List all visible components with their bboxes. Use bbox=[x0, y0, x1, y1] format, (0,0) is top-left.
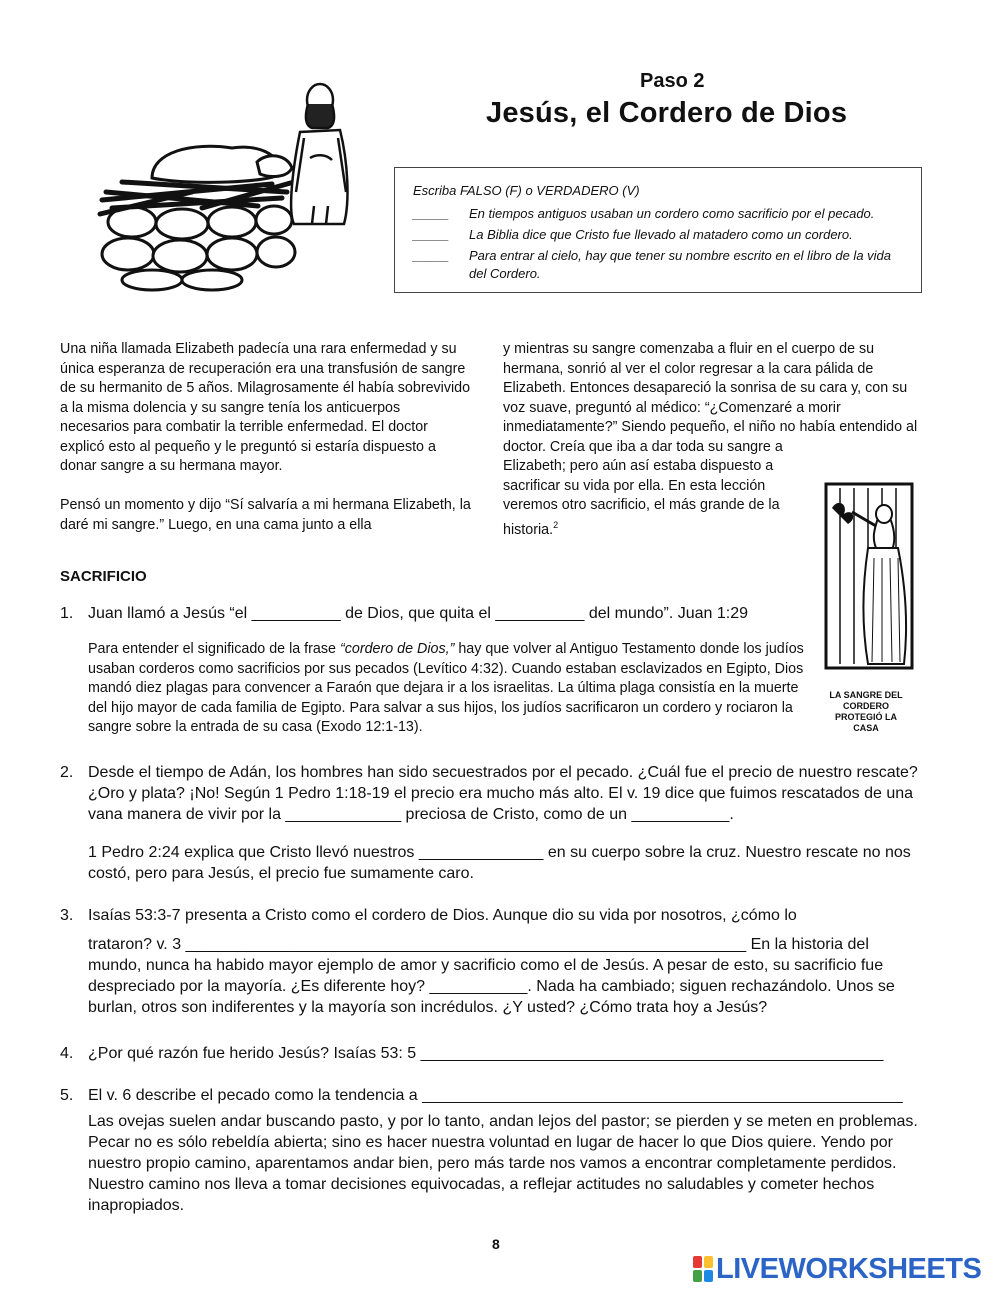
question-3 bbox=[60, 905, 930, 1025]
story-text: Elizabeth; pero aún así estaba dispuesto a sacrificar su vida por ella. En esta lección veremos otro sacrificio, el más grande de la historia. bbox=[503, 458, 780, 538]
footnote-mark: 2 bbox=[553, 519, 559, 530]
brand-name: LIVEWORKSHEETS bbox=[716, 1252, 982, 1285]
question-number: 5. bbox=[60, 1087, 74, 1104]
page-title: Jesús, el Cordero de Dios bbox=[486, 97, 848, 129]
quiz-item bbox=[413, 226, 913, 244]
note-quote: “cordero de Dios,” bbox=[339, 641, 455, 657]
question-text: Isaías 53:3-7 presenta a Cristo como el cordero de Dios. Aunque dio su vida por nosotros, ¿cómo lo bbox=[88, 907, 797, 924]
question-5 bbox=[60, 1085, 930, 1225]
answer-blank[interactable]: _____ bbox=[413, 227, 450, 242]
quiz-item bbox=[413, 247, 913, 283]
question-extra: trataron? v. 3 _______________________________________________________________ En la historia del mundo, nunca ha habido mayor ejemplo de amor y sacrificio como el de Jesús. A pesar de esto, su sacrificio fue despreciado por la mayoría. ¿Es diferente hoy? ___________. Nada ha cambiado; siguen rechazándolo. Unos se burlan, otros son indiferentes y la mayoría son incrédulos. ¿Y usted? ¿Cómo trata hoy a Jesús? bbox=[88, 936, 895, 1016]
quiz-statement: La Biblia dice que Cristo fue llevado al matadero como un cordero. bbox=[469, 227, 853, 242]
question-extra: Las ovejas suelen andar buscando pasto, y por lo tanto, andan lejos del pastor; se pierden y se meten en problemas. Pecar no es sólo rebeldía abierta; sino es hacer nuestra voluntad en lugar de hacer lo que Dios quiere. Yendo por nuestro propio camino, aparentamos andar bien, pero más tarde nos vamos a encontrar completamente perdidos. Nuestro camino nos lleva a tomar decisiones equivocadas, a reflejar actitudes no saludables y cometer hechos inapropiados. bbox=[88, 1113, 918, 1214]
question-body bbox=[88, 1085, 928, 1216]
logo-square bbox=[704, 1256, 713, 1268]
quiz-statement: Para entrar al cielo, hay que tener su nombre escrito en el libro de la vida del Cordero. bbox=[469, 248, 892, 281]
lamb-explanation bbox=[88, 640, 818, 738]
logo-square bbox=[693, 1256, 702, 1268]
question-number: 4. bbox=[60, 1045, 74, 1062]
story-paragraph: y mientras su sangre comenzaba a fluir en el cuerpo de su hermana, sonrió al ver el color regresar a la cara pálida de Elizabeth. Entonces desapareció la sonrisa de su cara y, con su voz suave, preguntó al médico: “¿Comenzaré a morir inmediatamente?” Siendo pequeño, el niño no había entendido al doctor. Creía que iba a dar toda su sangre a bbox=[503, 341, 918, 455]
story-paragraph: Pensó un momento y dijo “Sí salvaría a mi hermana Elizabeth, la daré mi sangre.” Luego, en una cama junto a ella bbox=[60, 497, 471, 533]
question-text: Juan llamó a Jesús “el __________ de Dios, que quita el __________ del mundo”. Juan 1:29 bbox=[88, 605, 749, 622]
quiz-instruction: Escriba FALSO (F) o VERDADERO (V) bbox=[413, 183, 640, 198]
question-text: ¿Por qué razón fue herido Jesús? Isaías 53: 5 ____________________________________________________ bbox=[88, 1045, 884, 1062]
question-number: 3. bbox=[60, 907, 74, 924]
story-paragraph: Una niña llamada Elizabeth padecía una rara enfermedad y su única esperanza de recuperación era una transfusión de sangre de su hermanito de 5 años. Milagrosamente él había sobrevivido a la misma dolencia y su sangre tenía los anticuerpos necesarios para combatir la terrible enfermedad. El doctor explicó esto al pequeño y le preguntó si estaría dispuesto a donar sangre a su hermana mayor. bbox=[60, 341, 471, 474]
question-1 bbox=[60, 603, 930, 625]
story-paragraph-end bbox=[503, 457, 803, 540]
question-number: 1. bbox=[60, 605, 74, 622]
question-body bbox=[88, 762, 928, 884]
illustration-caption: LA SANGRE DEL CORDERO PROTEGIÓ LA CASA bbox=[829, 690, 903, 733]
logo-square bbox=[704, 1270, 713, 1282]
question-text: El v. 6 describe el pecado como la tendencia a ______________________________________________________ bbox=[88, 1087, 903, 1104]
page-number: 8 bbox=[492, 1236, 500, 1252]
liveworksheets-logo[interactable] bbox=[693, 1254, 981, 1284]
note-text: hay que volver al Antiguo Testamento donde los judíos usaban corderos como sacrificios por sus pecados (Levítico 4:32). Cuando estaban esclavizados en Egipto, Dios mandó diez plagas para convencer a Faraón que dejara ir a los israelitas. La última plaga consistía en la muerte del hijo mayor de cada familia de Egipto. Para salvar a sus hijos, los judíos sacrificaron un cordero y rociaron la sangre sobre la entrada de su casa (Exodo 12:1-13). bbox=[88, 641, 804, 735]
quiz-item bbox=[413, 205, 913, 223]
note-text: Para entender el significado de la frase bbox=[88, 641, 340, 657]
step-label: Paso 2 bbox=[640, 70, 705, 92]
logo-mark-icon bbox=[693, 1256, 713, 1282]
question-body bbox=[88, 905, 928, 1018]
answer-blank[interactable]: _____ bbox=[413, 206, 450, 221]
question-number: 2. bbox=[60, 764, 74, 781]
altar-lamb-illustration bbox=[82, 82, 372, 292]
story-column-left bbox=[60, 340, 472, 555]
question-text: Desde el tiempo de Adán, los hombres han sido secuestrados por el pecado. ¿Cuál fue el precio de nuestro rescate? ¿Oro y plata? ¡No! Según 1 Pedro 1:18-19 el precio era mucho más alto. El v. 19 dice que fuimos rescatados de una vana manera de vivir por la _____________ preciosa de Cristo, como de un ___________. bbox=[88, 764, 918, 823]
section-title: SACRIFICIO bbox=[60, 568, 147, 585]
true-false-box bbox=[394, 167, 922, 293]
logo-square bbox=[693, 1270, 702, 1282]
door-blood-illustration bbox=[818, 478, 920, 670]
answer-blank[interactable]: _____ bbox=[413, 248, 450, 263]
question-4 bbox=[60, 1043, 930, 1065]
question-extra: 1 Pedro 2:24 explica que Cristo llevó nuestros ______________ en su cuerpo sobre la cruz. Nuestro rescate no nos costó, pero para Jesús, el precio fue sumamente caro. bbox=[88, 844, 911, 882]
question-2 bbox=[60, 762, 930, 892]
quiz-statement: En tiempos antiguos usaban un cordero como sacrificio por el pecado. bbox=[469, 206, 875, 221]
